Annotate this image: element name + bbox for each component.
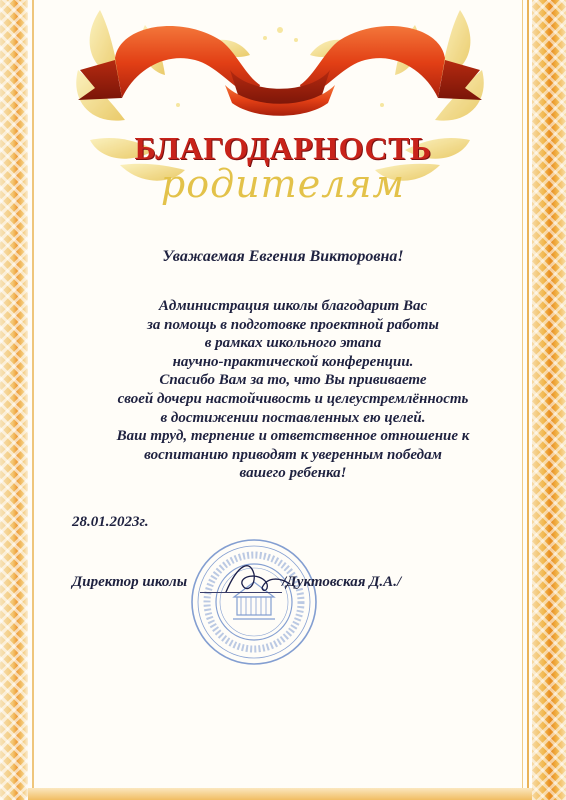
body-line: в достижении поставленных ею целей. xyxy=(160,409,426,426)
certificate-subtitle: родителям xyxy=(160,162,406,206)
body-line: за помощь в подготовке проектной работы xyxy=(147,316,439,333)
issue-date: 28.01.2023г. xyxy=(72,514,149,530)
signature-line xyxy=(200,592,282,593)
body-line: воспитанию приводят к уверенным победам xyxy=(144,446,442,463)
body-line: научно-практической конференции. xyxy=(172,353,414,370)
body-line: своей дочери настойчивость и целеустремлённость xyxy=(117,390,469,407)
director-label: Директор школы xyxy=(72,574,188,590)
gratitude-body xyxy=(40,297,546,483)
body-line: Спасибо Вам за то, что Вы прививаете xyxy=(159,372,427,389)
body-line: Администрация школы благодарит Вас xyxy=(158,298,428,314)
body-line: вашего ребенка! xyxy=(239,465,347,482)
body-line: в рамках школьного этапа xyxy=(204,335,382,352)
certificate-title: БЛАГОДАРНОСТЬ xyxy=(134,130,432,166)
director-name: /Дуктовская Д.А./ xyxy=(282,574,402,590)
bottom-ornamental-border xyxy=(28,788,532,800)
left-ornamental-border xyxy=(0,0,28,800)
greeting: Уважаемая Евгения Викторовна! xyxy=(162,248,404,265)
body-line: Ваш труд, терпение и ответственное отношение к xyxy=(116,428,470,445)
